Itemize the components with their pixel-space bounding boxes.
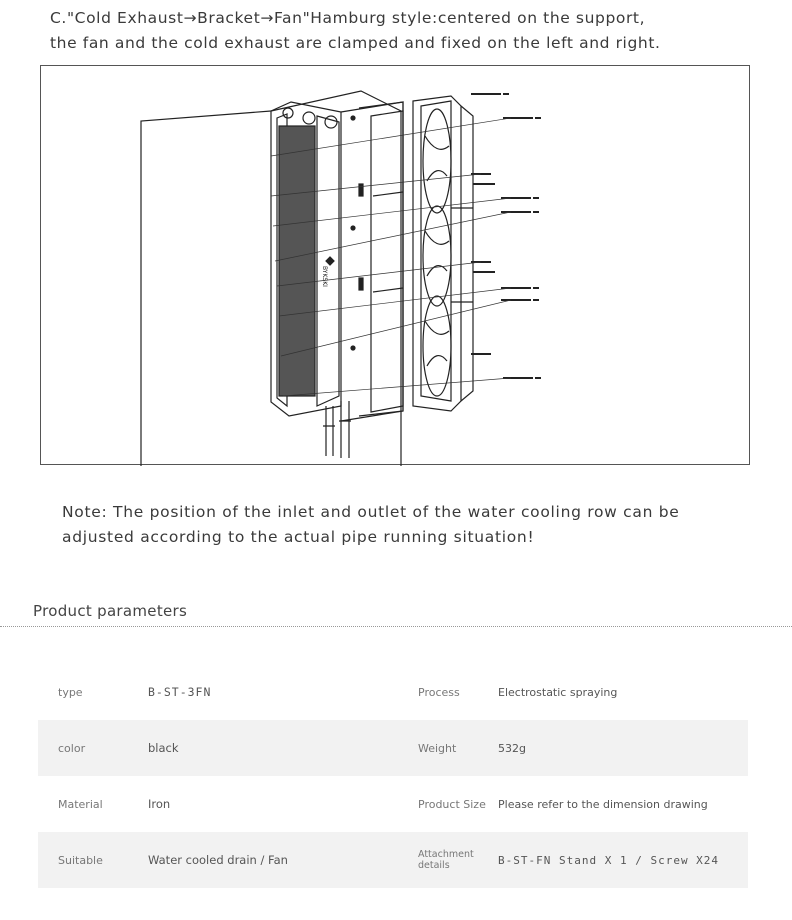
bracket: [341, 102, 403, 421]
case-panel-outline: [141, 111, 271, 466]
param-key: Process: [418, 685, 460, 699]
note-text: [62, 500, 782, 550]
section-title: Product parameters: [33, 602, 188, 620]
table-row: [38, 776, 748, 832]
note-line-1: Note: The position of the inlet and outlet of the water cooling row can be: [62, 503, 680, 521]
fittings: [323, 401, 351, 458]
param-key: type: [58, 685, 83, 699]
param-value: B-ST-3FN: [148, 685, 212, 699]
param-key: Weight: [398, 720, 488, 776]
intro-line-1: C."Cold Exhaust→Bracket→Fan"Hamburg style:centered on the support,: [50, 9, 646, 27]
param-key: Material: [58, 797, 103, 811]
param-value: Iron: [148, 797, 171, 811]
fans: [413, 96, 473, 411]
intro-line-2: the fan and the cold exhaust are clamped and fixed on the left and right.: [50, 34, 661, 52]
param-key: Suitable: [38, 832, 128, 888]
param-value: Please refer to the dimension drawing: [498, 797, 708, 811]
svg-text:BYKSKI: BYKSKI: [321, 266, 328, 287]
param-key: color: [38, 720, 128, 776]
param-value: Water cooled drain / Fan: [128, 832, 398, 888]
param-key: Attachment details: [398, 832, 488, 888]
screws: [471, 94, 541, 378]
table-row: [38, 720, 748, 776]
param-value: 532g: [488, 720, 748, 776]
parameters-table: [38, 664, 748, 888]
param-value: B-ST-FN Stand X 1 / Screw X24: [488, 832, 748, 888]
param-value: Electrostatic spraying: [498, 685, 618, 699]
assembly-diagram: [40, 65, 750, 465]
table-row: [38, 832, 748, 888]
radiator: [271, 102, 341, 416]
param-key: Product Size: [418, 797, 486, 811]
intro-text: [50, 6, 780, 56]
section-divider: [0, 626, 792, 627]
param-value: black: [128, 720, 398, 776]
note-line-2: adjusted according to the actual pipe running situation!: [62, 528, 535, 546]
table-row: [38, 664, 748, 720]
radiator-bracket-fan-diagram: [41, 66, 751, 466]
